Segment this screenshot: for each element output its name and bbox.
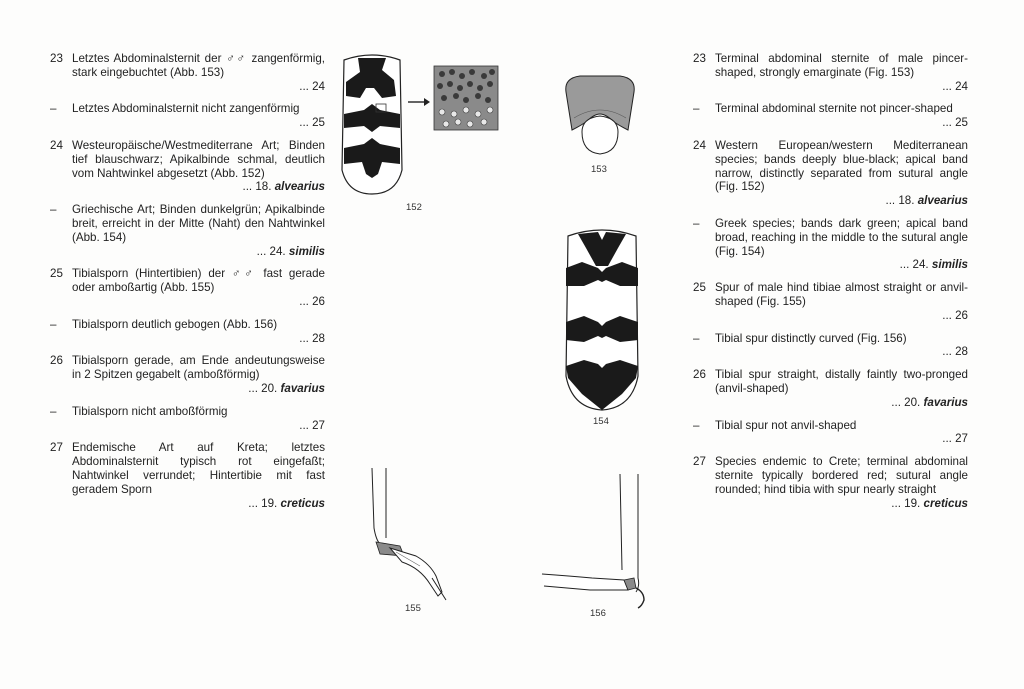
couplet-number: 26 — [50, 354, 63, 368]
couplet-text: Species endemic to Crete; terminal abdominal sternite typically bordered red; sutural angle rounded; hind tibia with spur nearly straight — [715, 455, 968, 496]
lead-reference: ... 18. — [885, 194, 915, 208]
couplet-text: Tibialsporn (Hintertibien) der ♂♂ fast gerade oder amboßartig (Abb. 155) — [72, 267, 325, 295]
couplet-number: – — [693, 418, 700, 432]
english-key-entry — [693, 217, 968, 272]
german-key-entry — [50, 441, 325, 510]
english-key-entry — [693, 139, 968, 208]
english-key-entry — [693, 52, 968, 93]
couplet-text: Tibial spur distinctly curved (Fig. 156) — [715, 331, 907, 345]
couplet-lead — [72, 497, 325, 511]
lead-reference: ... 19. — [891, 496, 921, 510]
english-key-entry — [693, 281, 968, 322]
couplet-number: 25 — [693, 281, 706, 295]
couplet-number: 27 — [50, 441, 63, 455]
lead-reference: ... 26 — [942, 308, 968, 322]
couplet-text: Endemische Art auf Kreta; letztes Abdominalsternit typisch rot eingefaßt; Nahtwinkel verrundet; Hintertibie mit fast geradem Sporn — [72, 441, 325, 496]
couplet-number: 24 — [50, 138, 63, 152]
couplet-lead — [715, 194, 968, 208]
german-key-entry — [50, 354, 325, 395]
couplet-lead — [715, 309, 968, 323]
couplet-number: – — [50, 203, 57, 217]
couplet-number: 27 — [693, 455, 706, 469]
taxon-name: similis — [931, 258, 968, 272]
lead-reference: ... 28 — [942, 345, 968, 359]
couplet-lead — [715, 345, 968, 359]
couplet-lead — [715, 497, 968, 511]
couplet-lead — [715, 80, 968, 94]
english-key-entry — [693, 368, 968, 409]
lead-reference: ... 20. — [248, 381, 278, 395]
couplet-lead — [72, 245, 325, 259]
english-key-entry — [693, 455, 968, 510]
german-key-entry — [50, 405, 325, 433]
couplet-lead — [72, 382, 325, 396]
figure-155-caption: 155 — [405, 603, 421, 614]
couplet-number: – — [50, 102, 57, 116]
german-key-entry — [50, 318, 325, 346]
figure-156-tibia — [540, 474, 660, 614]
taxon-name: creticus — [923, 496, 968, 510]
taxon-name: alvearius — [917, 194, 968, 208]
couplet-number: 23 — [693, 52, 706, 65]
english-key-entry — [693, 102, 968, 130]
couplet-text: Tibialsporn deutlich gebogen (Abb. 156) — [72, 317, 278, 331]
german-key-entry — [50, 102, 325, 130]
couplet-lead — [72, 116, 325, 130]
couplet-number: – — [693, 331, 700, 345]
german-key-entry — [50, 52, 325, 93]
couplet-text: Terminal abdominal sternite not pincer-shaped — [715, 102, 953, 116]
lead-reference: ... 25 — [942, 116, 968, 130]
figure-152-caption: 152 — [406, 202, 422, 213]
figure-153-sternite — [560, 72, 640, 162]
figure-154-caption: 154 — [593, 416, 609, 427]
lead-reference: ... 25 — [299, 116, 325, 130]
couplet-number: 25 — [50, 267, 63, 281]
couplet-lead — [715, 258, 968, 272]
figure-154-elytra — [562, 226, 642, 412]
couplet-number: 26 — [693, 368, 706, 382]
couplet-number: 23 — [50, 52, 63, 65]
couplet-number: 24 — [693, 138, 706, 152]
taxon-name: alvearius — [274, 180, 325, 194]
figure-155-tibia — [360, 468, 470, 608]
couplet-text: Tibial spur not anvil-shaped — [715, 418, 857, 432]
couplet-lead — [72, 419, 325, 433]
couplet-text: Tibial spur straight, distally faintly two-pronged (anvil-shaped) — [715, 368, 968, 395]
couplet-text: Letztes Abdominalsternit der ♂♂ zangenförmig, stark eingebuchtet (Abb. 153) — [72, 52, 325, 79]
lead-reference: ... 27 — [942, 432, 968, 446]
couplet-lead — [715, 432, 968, 446]
couplet-lead — [72, 80, 325, 94]
couplet-text: Westeuropäische/Westmediterrane Art; Binden tief blauschwarz; Apikalbinde schmal, deutlich vom Nahtwinkel abgesetzt (Abb. 152) — [72, 138, 325, 180]
taxon-name: similis — [288, 244, 325, 258]
german-key-entry — [50, 267, 325, 308]
couplet-text: Terminal abdominal sternite of male pincer-shaped, strongly emarginate (Fig. 153) — [715, 52, 968, 79]
german-key-column — [50, 52, 325, 519]
couplet-lead — [72, 332, 325, 346]
couplet-text: Letztes Abdominalsternit nicht zangenförmig — [72, 102, 300, 116]
couplet-lead — [72, 180, 325, 194]
german-key-entry — [50, 203, 325, 258]
figure-156-caption: 156 — [590, 608, 606, 619]
lead-reference: ... 27 — [299, 418, 325, 432]
couplet-number: – — [693, 216, 700, 230]
couplet-number: – — [693, 102, 700, 116]
taxon-name: favarius — [280, 381, 325, 395]
english-key-column — [693, 52, 968, 519]
lead-reference: ... 24 — [299, 79, 325, 93]
couplet-lead — [72, 295, 325, 309]
english-key-entry — [693, 332, 968, 360]
lead-reference: ... 18. — [242, 180, 272, 194]
english-key-entry — [693, 419, 968, 447]
couplet-lead — [715, 116, 968, 130]
lead-reference: ... 24. — [899, 258, 929, 272]
german-key-entry — [50, 139, 325, 194]
couplet-number: – — [50, 317, 57, 331]
couplet-text: Griechische Art; Binden dunkelgrün; Apikalbinde breit, erreicht in der Mitte (Naht) den Nahtwinkel (Abb. 154) — [72, 203, 325, 244]
couplet-text: Tibialsporn gerade, am Ende andeutungsweise in 2 Spitzen gegabelt (amboßförmig) — [72, 354, 325, 382]
lead-reference: ... 26 — [299, 294, 325, 308]
lead-reference: ... 24 — [942, 79, 968, 93]
couplet-text: Western European/western Mediterranean species; bands deeply blue-black; apical band narrow, distinctly separated from sutural angle (Fig. 152) — [715, 138, 968, 194]
lead-reference: ... 20. — [891, 395, 921, 409]
couplet-text: Spur of male hind tibiae almost straight or anvil-shaped (Fig. 155) — [715, 281, 968, 308]
couplet-number: – — [50, 404, 57, 418]
taxon-name: creticus — [280, 496, 325, 510]
couplet-lead — [715, 396, 968, 410]
figure-152-elytra — [338, 52, 478, 197]
lead-reference: ... 24. — [256, 244, 286, 258]
lead-reference: ... 19. — [248, 496, 278, 510]
figure-153-caption: 153 — [591, 164, 607, 175]
couplet-text: Tibialsporn nicht amboßförmig — [72, 404, 228, 418]
lead-reference: ... 28 — [299, 331, 325, 345]
taxon-name: favarius — [923, 395, 968, 409]
couplet-text: Greek species; bands dark green; apical band broad, reaching in the middle to the sutural angle (Fig. 154) — [715, 216, 968, 258]
